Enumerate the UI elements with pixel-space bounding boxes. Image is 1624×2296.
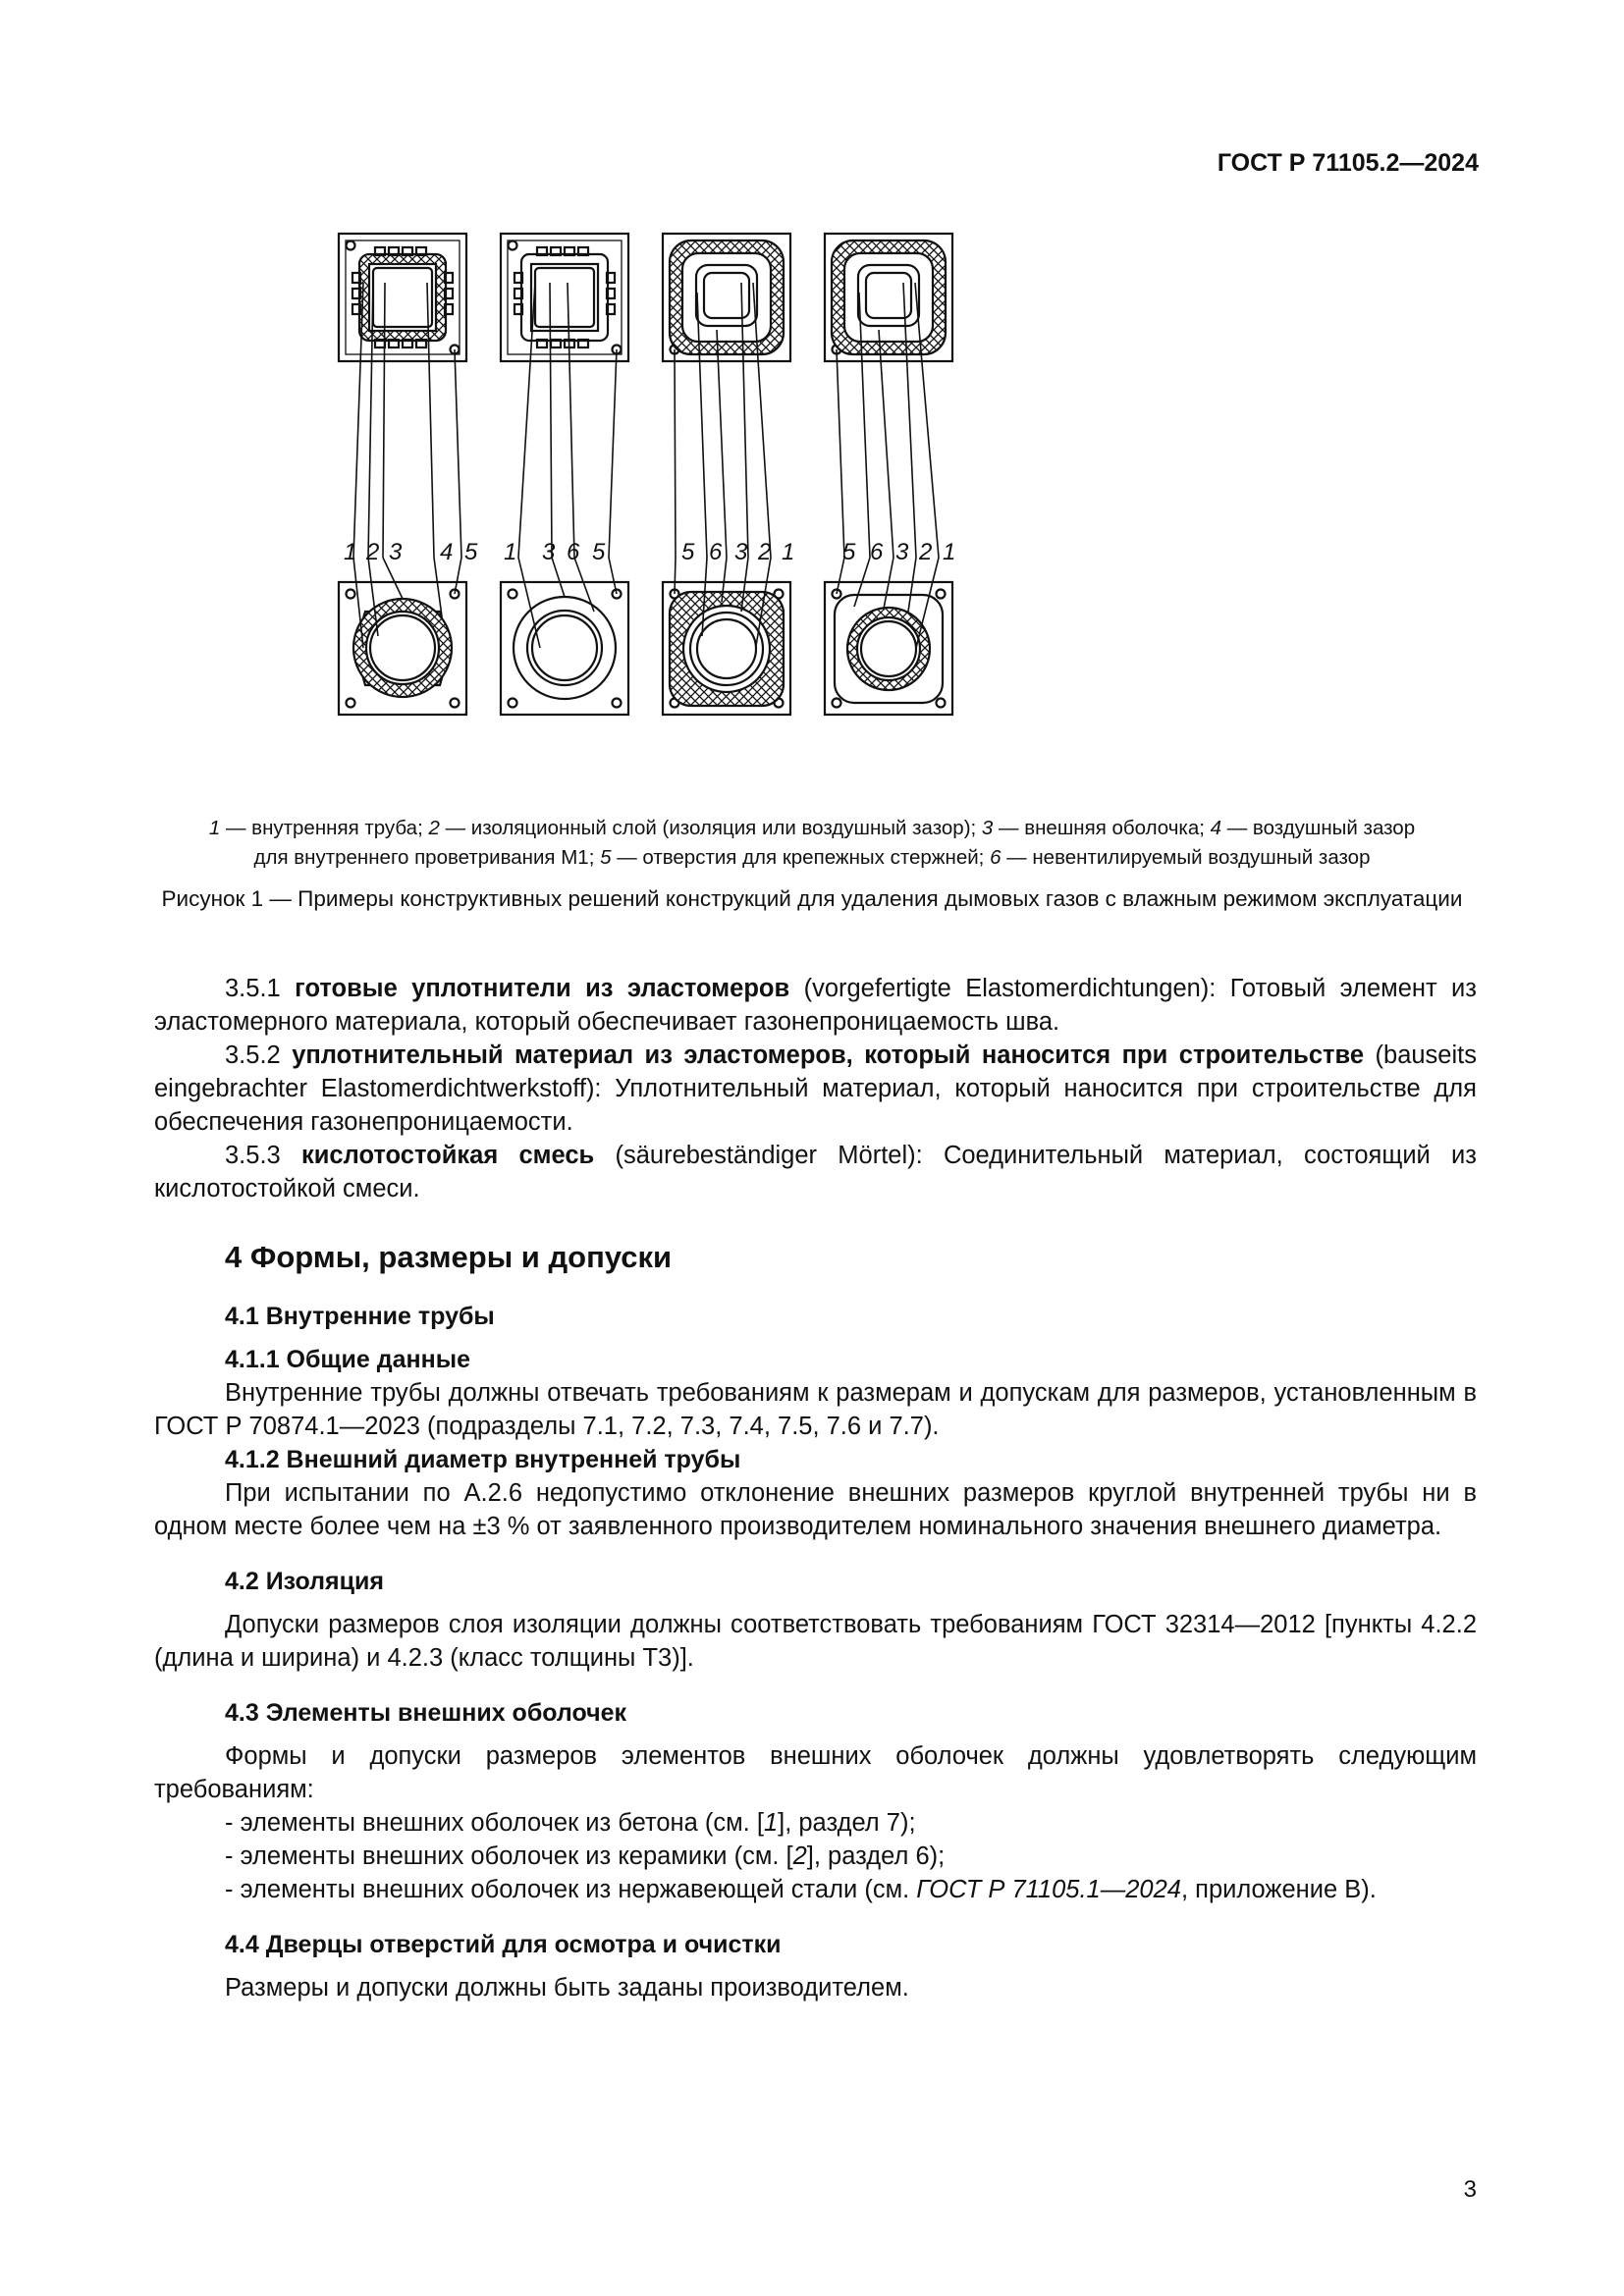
definition-3-5-3: 3.5.3 кислотостойкая смесь (säurebeständiger Mörtel): Соединительный материал, состоящий из кислотостойкой смеси.	[154, 1142, 1477, 1202]
section-4-2-heading: 4.2 Изоляция	[225, 1568, 384, 1595]
list-item: - элементы внешних оболочек из бетона (см. [1], раздел 7);	[225, 1809, 916, 1837]
fig-label: 1	[782, 539, 795, 565]
legend-line-1: 1 — внутренняя труба; 2 — изоляционный слой (изоляция или воздушный зазор); 3 — внешняя оболочка; 4 — воздушный зазор	[208, 817, 1416, 839]
fig-label: 2	[758, 539, 772, 565]
section-4-1-2-text: При испытании по А.2.6 недопустимо отклонение внешних размеров круглой внутренней трубы ни в одном месте более чем на ±3 % от заявленного производителем номинального значения внешнего диаметра.	[154, 1479, 1477, 1540]
fig-label: 6	[709, 539, 723, 565]
fig-label: 1	[344, 539, 357, 565]
fig-label: 5	[464, 539, 478, 565]
fig-label: 1	[943, 539, 956, 565]
section-4-4-text: Размеры и допуски должны быть заданы производителем.	[225, 1974, 909, 2002]
document-header: ГОСТ Р 71105.2—2024	[1217, 149, 1479, 177]
fig-label: 4	[440, 539, 454, 565]
fig-label: 3	[895, 539, 909, 565]
section-4-1-1-heading: 4.1.1 Общие данные	[225, 1346, 470, 1373]
top-section-1	[339, 234, 466, 361]
fig-label: 2	[919, 539, 933, 565]
figure-caption: Рисунок 1 — Примеры конструктивных решений конструкций для удаления дымовых газов с влажным режимом эксплуатации	[161, 886, 1463, 911]
definition-3-5-2: 3.5.2 уплотнительный материал из эластомеров, который наносится при строительстве (bauseits eingebrachter Elastomerdichtwerkstoff): Уплотнительный материал, который наносится при строительстве для обеспечения газонепроницаемости.	[154, 1041, 1477, 1136]
bottom-section-2	[501, 582, 628, 715]
section-4-2-text: Допуски размеров слоя изоляции должны соответствовать требованиям ГОСТ 32314—2012 [пункты 4.2.2 (длина и ширина) и 4.2.3 (класс толщины Т3)].	[154, 1611, 1477, 1672]
page-number: 3	[1463, 2176, 1477, 2203]
top-section-2	[501, 234, 628, 361]
section-4-3-heading: 4.3 Элементы внешних оболочек	[225, 1699, 627, 1727]
section-4-1-2-heading: 4.1.2 Внешний диаметр внутренней трубы	[225, 1446, 741, 1473]
fig-label: 3	[734, 539, 748, 565]
section-4-1-heading: 4.1 Внутренние трубы	[225, 1303, 495, 1330]
fig-label: 5	[842, 539, 856, 565]
body-text	[154, 972, 1477, 2004]
bottom-section-4	[825, 582, 952, 715]
definition-3-5-1: 3.5.1 готовые уплотнители из эластомеров (vorgefertigte Elastomerdichtungen): Готовый элемент из эластомерного материала, который обеспечивает газонепроницаемость шва.	[154, 975, 1477, 1036]
figure-1-drawing	[324, 224, 1306, 793]
top-section-3	[663, 234, 790, 361]
top-section-4	[825, 234, 952, 361]
bottom-section-3	[663, 582, 790, 715]
section-4-3-text: Формы и допуски размеров элементов внешних оболочек должны удовлетворять следующим требованиям:	[154, 1742, 1477, 1803]
fig-label: 3	[389, 539, 403, 565]
section-4-1-1-text: Внутренние трубы должны отвечать требованиям к размерам и допускам для размеров, установленным в ГОСТ Р 70874.1—2023 (подразделы 7.1, 7.2, 7.3, 7.4, 7.5, 7.6 и 7.7).	[154, 1379, 1477, 1440]
fig-label: 3	[542, 539, 556, 565]
section-4-4-heading: 4.4 Дверцы отверстий для осмотра и очистки	[225, 1931, 782, 1958]
fig-label: 6	[567, 539, 580, 565]
section-4-heading: 4 Формы, размеры и допуски	[225, 1240, 673, 1274]
legend-line-2: для внутреннего проветривания М1; 5 — отверстия для крепежных стержней; 6 — невентилируемый воздушный зазор	[253, 846, 1371, 869]
fig-label: 2	[366, 539, 380, 565]
list-item: - элементы внешних оболочек из нержавеющей стали (см. ГОСТ Р 71105.1—2024, приложение В).	[225, 1876, 1377, 1903]
figure-legend	[147, 814, 1477, 873]
fig-label: 1	[504, 539, 517, 565]
fig-label: 6	[870, 539, 884, 565]
list-item: - элементы внешних оболочек из керамики (см. [2], раздел 6);	[225, 1842, 946, 1870]
fig-label: 5	[592, 539, 606, 565]
fig-label: 5	[681, 539, 695, 565]
